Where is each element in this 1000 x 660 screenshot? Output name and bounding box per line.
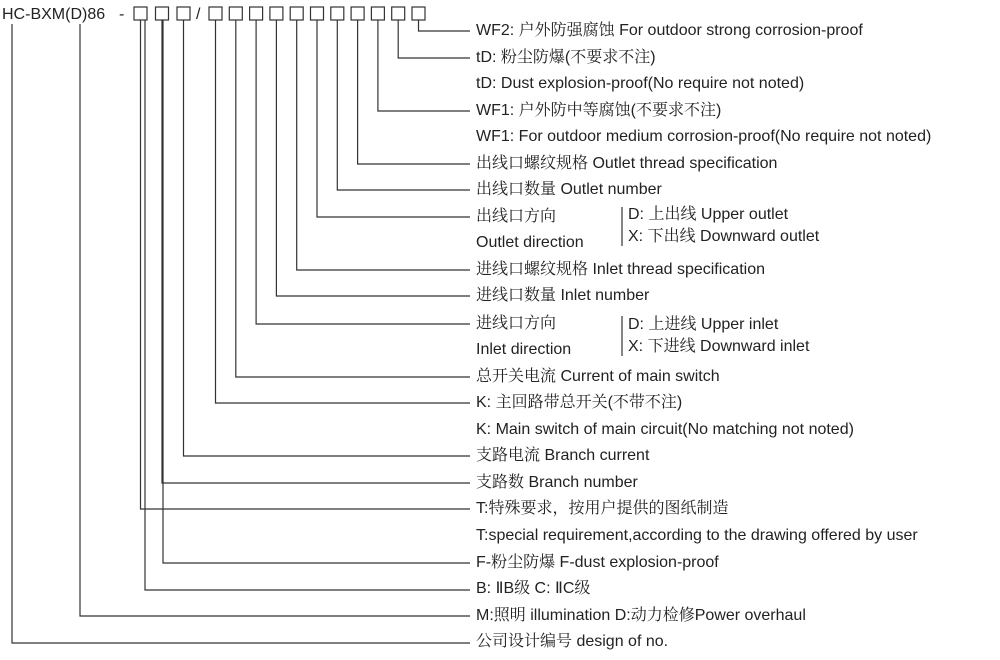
code-box: [371, 7, 384, 20]
leader-lines: [12, 20, 470, 643]
label-inlet-thread: 进线口螺纹规格 Inlet thread specification: [476, 261, 765, 278]
model-prefix: HC-BXM(D)86: [2, 6, 106, 23]
leader-line: [419, 20, 471, 31]
label-main-current: 总开关电流 Current of main switch: [476, 368, 720, 385]
leader-line: [80, 24, 470, 616]
leader-line: [12, 24, 470, 643]
code-slash: /: [196, 6, 201, 23]
leader-line: [317, 20, 470, 217]
label-outlet-dir-cn: 出线口方向: [476, 208, 557, 225]
label-inlet-dir-en: Inlet direction: [476, 341, 572, 358]
label-inlet-number: 进线口数量 Inlet number: [476, 287, 650, 304]
label-f: F-粉尘防爆 F-dust explosion-proof: [476, 554, 719, 571]
leader-line: [141, 20, 471, 509]
label-outlet-thread: 出线口螺纹规格 Outlet thread specification: [476, 155, 778, 172]
code-box: [270, 7, 283, 20]
label-outlet-down: X: 下出线 Downward outlet: [628, 228, 820, 245]
code-box: [311, 7, 324, 20]
code-box: [250, 7, 263, 20]
code-box: [351, 7, 364, 20]
label-k-cn: K: 主回路带总开关(不带不注): [476, 394, 683, 411]
code-boxes: [134, 7, 425, 20]
label-outlet-upper: D: 上出线 Upper outlet: [628, 206, 789, 223]
leader-line: [276, 20, 470, 296]
label-wf1-cn: WF1: 户外防中等腐蚀(不要求不注): [476, 102, 722, 119]
label-inlet-upper: D: 上进线 Upper inlet: [628, 316, 779, 333]
label-td-en: tD: Dust explosion-proof(No require not noted): [476, 75, 805, 92]
code-dash: -: [119, 6, 125, 23]
label-outlet-dir-en: Outlet direction: [476, 234, 584, 251]
label-branch-current: 支路电流 Branch current: [476, 447, 650, 464]
label-inlet-dir-cn: 进线口方向: [476, 315, 557, 332]
label-inlet-down: X: 下进线 Downward inlet: [628, 338, 810, 355]
label-design-no: 公司设计编号 design of no.: [476, 633, 669, 650]
label-td-cn: tD: 粉尘防爆(不要求不注): [476, 49, 656, 66]
code-box: [392, 7, 405, 20]
leader-line: [358, 20, 470, 164]
code-box: [177, 7, 190, 20]
leader-line: [398, 20, 470, 58]
code-box: [412, 7, 425, 20]
leader-line: [184, 20, 471, 456]
code-box: [156, 7, 169, 20]
code-box: [134, 7, 147, 20]
label-m-d: M:照明 illumination D:动力检修Power overhaul: [476, 607, 806, 624]
label-outlet-number: 出线口数量 Outlet number: [476, 181, 662, 198]
label-t-en: T:special requirement,according to the drawing offered by user: [476, 527, 918, 544]
code-box: [331, 7, 344, 20]
leader-line: [378, 20, 470, 111]
label-k-en: K: Main switch of main circuit(No matching not noted): [476, 421, 854, 438]
label-wf1-en: WF1: For outdoor medium corrosion-proof(No require not noted): [476, 128, 932, 145]
label-t-cn: T:特殊要求，按用户提供的图纸制造: [476, 500, 729, 517]
leader-line: [216, 20, 471, 403]
code-box: [229, 7, 242, 20]
label-wf2: WF2: 户外防强腐蚀 For outdoor strong corrosion-proof: [476, 22, 863, 39]
label-b-c: B: ⅡB级 C: ⅡC级: [476, 580, 591, 597]
code-box: [209, 7, 222, 20]
label-branch-number: 支路数 Branch number: [476, 474, 638, 491]
code-box: [290, 7, 303, 20]
leader-line: [162, 20, 470, 483]
leader-line: [256, 20, 470, 324]
leader-line: [145, 20, 470, 590]
